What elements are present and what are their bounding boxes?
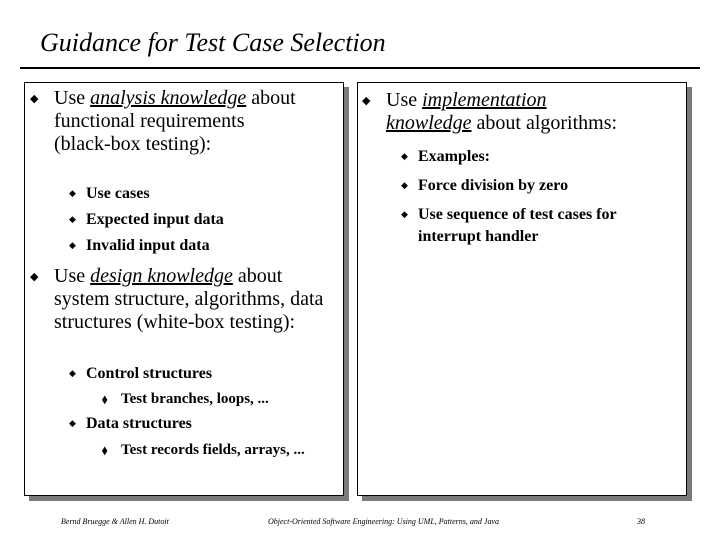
- small-diamond-bullet-icon: ◆: [69, 368, 76, 378]
- analysis-knowledge-term: analysis knowledge: [90, 87, 247, 109]
- small-diamond-bullet-icon: ◆: [401, 151, 408, 161]
- small-diamond-bullet-icon: ◆: [69, 418, 76, 428]
- small-diamond-bullet-icon: ◆: [69, 214, 76, 224]
- sub-bullet-examples: ◆ Examples:: [401, 148, 490, 165]
- sub-bullet-division-by-zero: ◆ Force division by zero: [401, 177, 569, 194]
- small-diamond-bullet-icon: ◆: [401, 180, 408, 190]
- sub-bullet-interrupt-handler: ◆ Use sequence of test cases for interrupt handler: [401, 206, 617, 245]
- design-knowledge-term: design knowledge: [90, 265, 233, 287]
- footer-book-title: Object-Oriented Software Engineering: Using UML, Patterns, and Java: [268, 517, 499, 526]
- arrow-bullet-icon: ⬧: [102, 443, 108, 457]
- sub-sub-bullet-records: ⬧ Test records fields, arrays, ...: [102, 442, 305, 458]
- sub-bullet-invalid-input: ◆ Invalid input data: [69, 237, 210, 254]
- small-diamond-bullet-icon: ◆: [69, 188, 76, 198]
- implementation-term: implementation: [422, 89, 547, 111]
- diamond-bullet-icon: ◆: [362, 95, 371, 107]
- right-panel: [357, 82, 687, 496]
- slide-title: Guidance for Test Case Selection: [40, 28, 386, 57]
- knowledge-term: knowledge: [386, 112, 472, 134]
- bullet-implementation-knowledge: ◆ Use implementation knowledge about algorithms:: [362, 89, 618, 134]
- sub-bullet-expected-input: ◆ Expected input data: [69, 211, 224, 228]
- footer-authors: Bernd Bruegge & Allen H. Dutoit: [61, 517, 169, 526]
- page-number: 38: [637, 517, 645, 526]
- bullet-analysis-knowledge: ◆ Use analysis knowledge about functional requirements (black-box testing):: [30, 87, 296, 155]
- diamond-bullet-icon: ◆: [30, 271, 39, 283]
- small-diamond-bullet-icon: ◆: [401, 209, 408, 219]
- diamond-bullet-icon: ◆: [30, 93, 39, 105]
- sub-bullet-use-cases: ◆ Use cases: [69, 185, 150, 202]
- title-rule: [20, 67, 700, 69]
- bullet-design-knowledge: ◆ Use design knowledge about system structure, algorithms, data structures (white-box testing):: [30, 265, 324, 333]
- sub-bullet-data-structures: ◆ Data structures: [69, 415, 192, 432]
- sub-sub-bullet-branches: ⬧ Test branches, loops, ...: [102, 391, 269, 407]
- sub-bullet-control-structures: ◆ Control structures: [69, 365, 213, 382]
- arrow-bullet-icon: ⬧: [102, 392, 108, 406]
- small-diamond-bullet-icon: ◆: [69, 240, 76, 250]
